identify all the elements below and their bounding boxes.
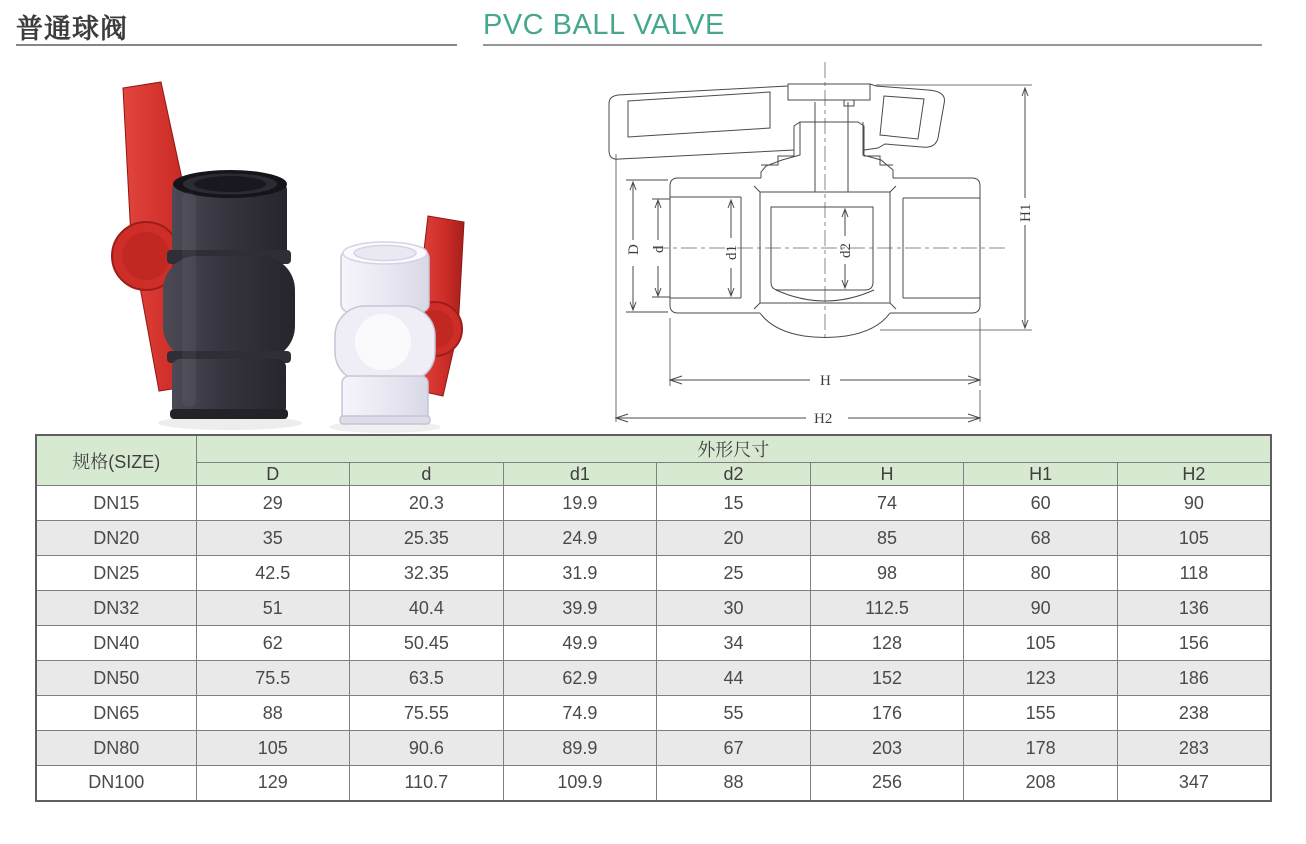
page-title-english: PVC BALL VALVE (483, 9, 725, 41)
table-row (36, 661, 1271, 696)
dimension-cell: 90 (964, 591, 1118, 626)
dark-valve (112, 82, 295, 419)
drawing-stem (761, 102, 893, 192)
dimension-cell: 89.9 (503, 731, 657, 766)
dimension-cell: 155 (964, 696, 1118, 731)
title-underline-right (483, 44, 1262, 46)
dimension-cell: 347 (1117, 766, 1271, 801)
clear-valve (335, 216, 464, 424)
product-photo (60, 80, 540, 435)
dimension-cell: 178 (964, 731, 1118, 766)
table-row (36, 556, 1271, 591)
dimension-cell: 25.35 (350, 521, 504, 556)
dimension-cell: 105 (196, 731, 350, 766)
dimension-cell: 109.9 (503, 766, 657, 801)
dimension-cell: 90 (1117, 486, 1271, 521)
dimension-cell: 136 (1117, 591, 1271, 626)
technical-drawing (608, 60, 1048, 430)
dimension-cell: 50.45 (350, 626, 504, 661)
dimension-cell: 75.55 (350, 696, 504, 731)
dim-label-H: H (820, 373, 831, 389)
dimension-cell: 19.9 (503, 486, 657, 521)
size-cell: DN100 (36, 766, 196, 801)
size-cell: DN20 (36, 521, 196, 556)
dimension-cell: 88 (196, 696, 350, 731)
column-header-D: D (196, 463, 350, 486)
column-header-d: d (350, 463, 504, 486)
dimension-cell: 176 (810, 696, 964, 731)
dimension-cell: 156 (1117, 626, 1271, 661)
dimension-cell: 283 (1117, 731, 1271, 766)
dim-H2 (616, 154, 980, 422)
dim-label-H2: H2 (814, 411, 833, 427)
size-cell: DN15 (36, 486, 196, 521)
dimension-cell: 40.4 (350, 591, 504, 626)
dimension-cell: 208 (964, 766, 1118, 801)
table-row (36, 696, 1271, 731)
dimension-cell: 256 (810, 766, 964, 801)
dimension-cell: 129 (196, 766, 350, 801)
dimension-cell: 20 (657, 521, 811, 556)
size-cell: DN65 (36, 696, 196, 731)
dimension-cell: 44 (657, 661, 811, 696)
dimension-cell: 105 (964, 626, 1118, 661)
table-head (36, 435, 1271, 486)
column-header-H1: H1 (964, 463, 1118, 486)
dimension-cell: 63.5 (350, 661, 504, 696)
group-header: 外形尺寸 (196, 435, 1271, 463)
dimension-cell: 32.35 (350, 556, 504, 591)
size-cell: DN25 (36, 556, 196, 591)
table-body (36, 486, 1271, 801)
dim-label-H1: H1 (1018, 203, 1034, 222)
drawing-handle (609, 84, 944, 159)
dimension-table (35, 434, 1272, 802)
size-cell: DN40 (36, 626, 196, 661)
dimension-cell: 75.5 (196, 661, 350, 696)
dimension-cell: 98 (810, 556, 964, 591)
dimension-cell: 42.5 (196, 556, 350, 591)
dimension-cell: 123 (964, 661, 1118, 696)
dim-label-d2: d2 (838, 243, 854, 258)
title-underline-left (16, 44, 457, 46)
dimension-cell: 110.7 (350, 766, 504, 801)
dim-label-d: d (651, 245, 667, 253)
dimension-cell: 39.9 (503, 591, 657, 626)
dimension-cell: 55 (657, 696, 811, 731)
dimension-cell: 85 (810, 521, 964, 556)
drawing-body (670, 178, 980, 338)
dimension-cell: 24.9 (503, 521, 657, 556)
clear-valve-body (335, 242, 435, 424)
dimension-cell: 88 (657, 766, 811, 801)
dimension-cell: 20.3 (350, 486, 504, 521)
dimension-cell: 15 (657, 486, 811, 521)
size-cell: DN32 (36, 591, 196, 626)
table-row (36, 766, 1271, 801)
dimension-cell: 30 (657, 591, 811, 626)
dimension-cell: 29 (196, 486, 350, 521)
dim-label-D: D (626, 244, 642, 255)
dimension-cell: 35 (196, 521, 350, 556)
dimension-cell: 238 (1117, 696, 1271, 731)
dim-label-d1: d1 (724, 245, 740, 260)
size-column-header: 规格(SIZE) (36, 435, 196, 486)
dimension-cell: 203 (810, 731, 964, 766)
size-cell: DN50 (36, 661, 196, 696)
dimension-cell: 68 (964, 521, 1118, 556)
dimension-cell: 112.5 (810, 591, 964, 626)
dimension-cell: 90.6 (350, 731, 504, 766)
column-header-d2: d2 (657, 463, 811, 486)
dim-H1 (876, 85, 1032, 330)
dimension-cell: 49.9 (503, 626, 657, 661)
dimension-cell: 60 (964, 486, 1118, 521)
dimension-cell: 118 (1117, 556, 1271, 591)
column-header-H: H (810, 463, 964, 486)
table-row (36, 591, 1271, 626)
dimension-cell: 128 (810, 626, 964, 661)
dimension-cell: 74.9 (503, 696, 657, 731)
dimension-cell: 62 (196, 626, 350, 661)
dimension-cell: 74 (810, 486, 964, 521)
page-title-chinese: 普通球阀 (16, 14, 128, 44)
dark-valve-body (163, 170, 295, 419)
dimension-cell: 34 (657, 626, 811, 661)
dimension-cell: 80 (964, 556, 1118, 591)
column-header-d1: d1 (503, 463, 657, 486)
dimension-cell: 186 (1117, 661, 1271, 696)
dimension-cell: 67 (657, 731, 811, 766)
table-row (36, 626, 1271, 661)
table-row (36, 521, 1271, 556)
dimension-cell: 152 (810, 661, 964, 696)
size-cell: DN80 (36, 731, 196, 766)
table-row (36, 486, 1271, 521)
dimension-cell: 31.9 (503, 556, 657, 591)
dimension-cell: 25 (657, 556, 811, 591)
dimension-cell: 51 (196, 591, 350, 626)
dimension-cell: 62.9 (503, 661, 657, 696)
column-header-H2: H2 (1117, 463, 1271, 486)
dimension-cell: 105 (1117, 521, 1271, 556)
table-row (36, 731, 1271, 766)
